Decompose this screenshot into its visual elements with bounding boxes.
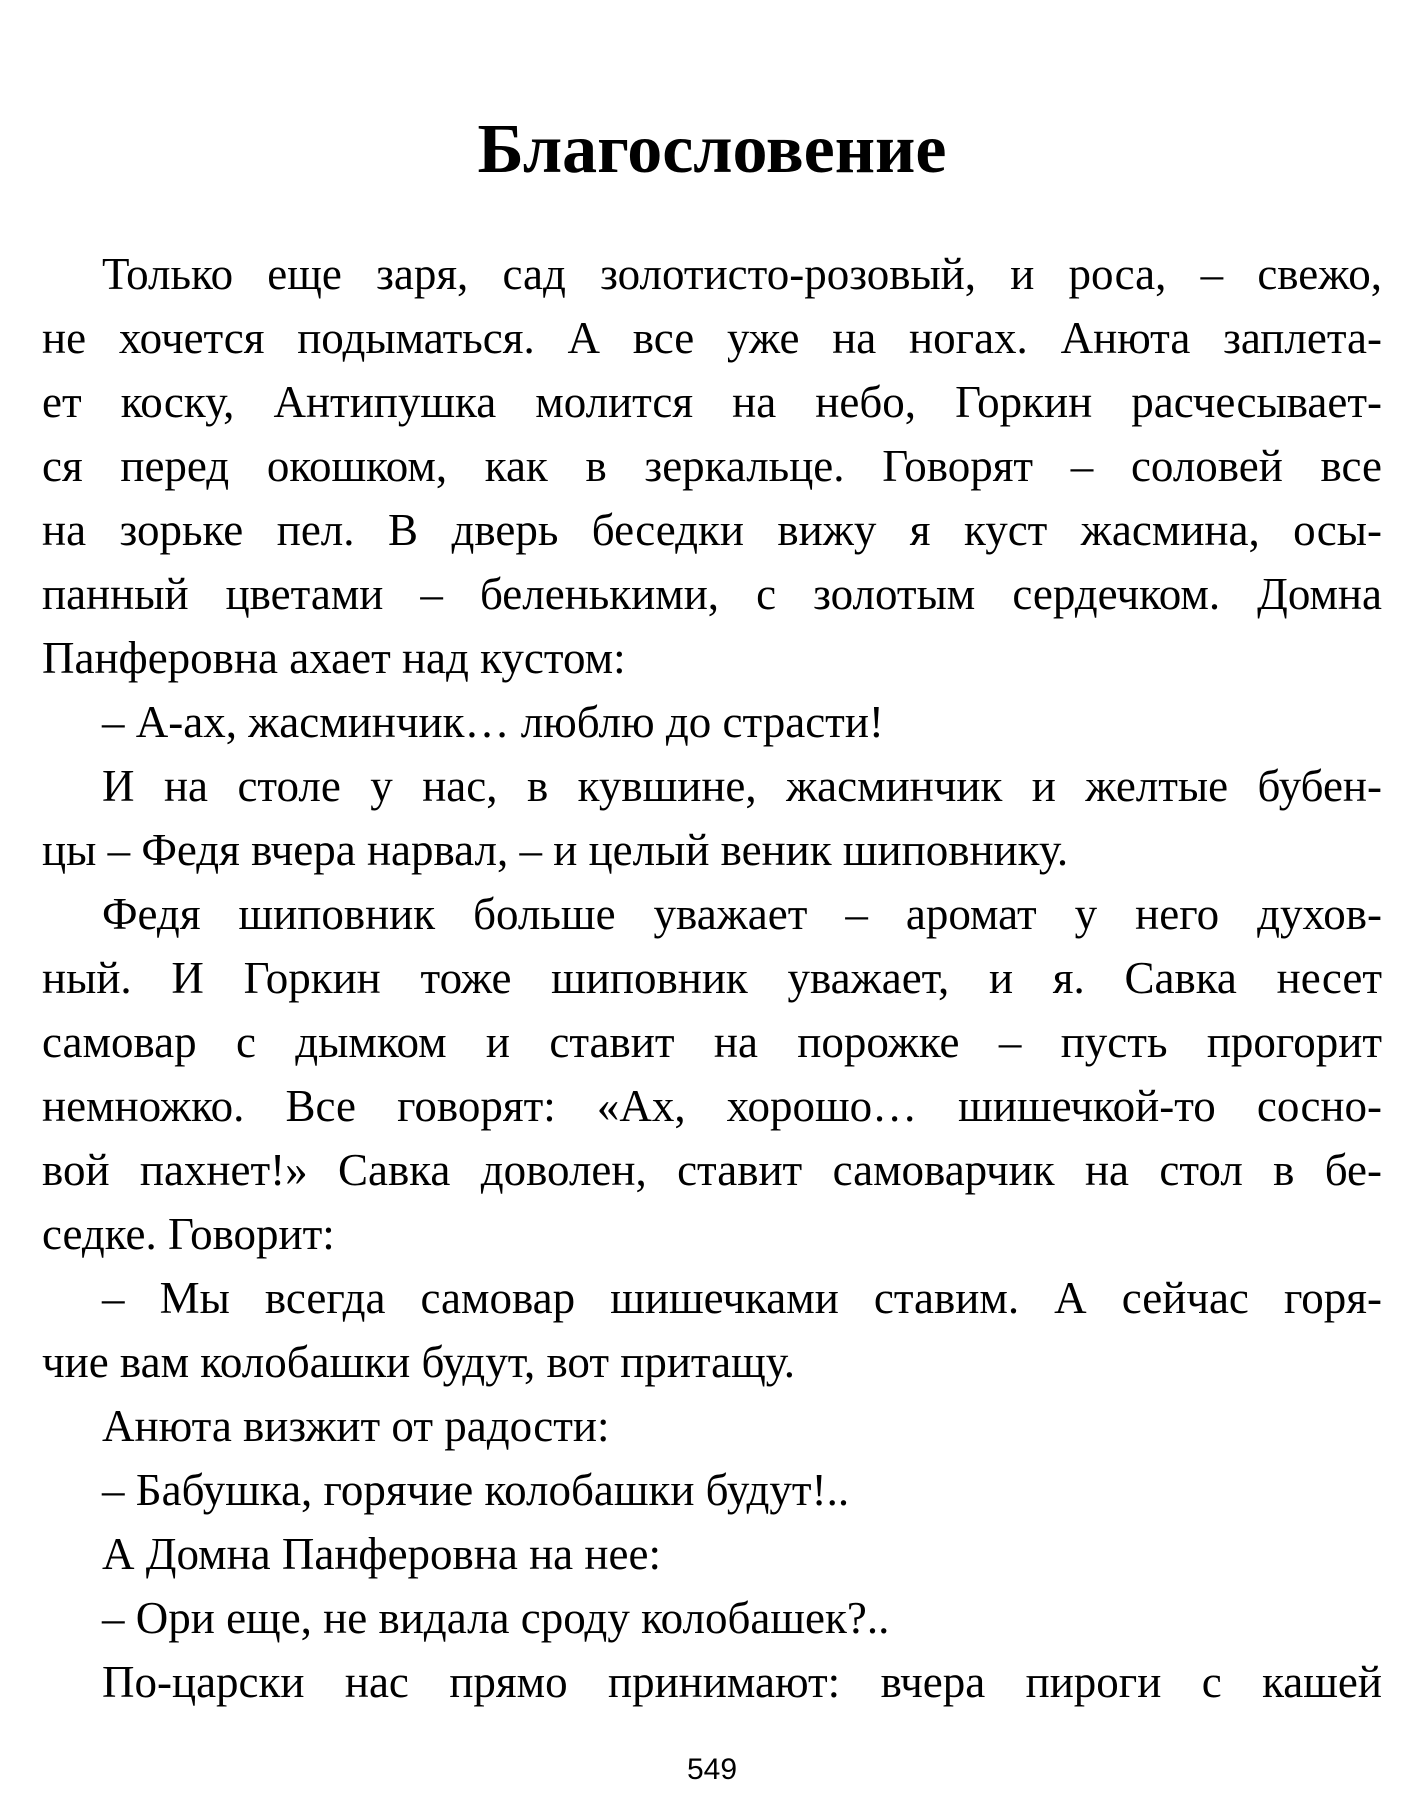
paragraph — [42, 242, 1382, 690]
text-line: ет коску, Антипушка молится на небо, Горкин расчесывает- — [42, 377, 1382, 427]
text-line: самовар с дымком и ставит на порожке – пусть прогорит — [42, 1017, 1382, 1067]
text-line: ный. И Горкин тоже шиповник уважает, и я. Савка несет — [42, 953, 1382, 1003]
text-line: По-царски нас прямо принимают: вчера пироги с кашей — [102, 1657, 1382, 1707]
text-line: Анюта визжит от радости: — [102, 1401, 610, 1451]
text-line: не хочется подыматься. А все уже на ногах. Анюта заплета- — [42, 313, 1382, 363]
text-line: И на столе у нас, в кувшине, жасминчик и желтые бубен- — [102, 761, 1382, 811]
paragraph — [42, 1458, 1382, 1522]
paragraph — [42, 1650, 1382, 1714]
text-line: Только еще заря, сад золотисто-розовый, и роса, – свежо, — [102, 249, 1382, 299]
text-line: вой пахнет!» Савка доволен, ставит самоварчик на стол в бе- — [42, 1145, 1382, 1195]
paragraph — [42, 1586, 1382, 1650]
text-line: ся перед окошком, как в зеркальце. Говорят – соловей все — [42, 441, 1382, 491]
text-line: – А-ах, жасминчик… люблю до страсти! — [102, 697, 884, 747]
paragraph — [42, 1266, 1382, 1394]
text-line: седке. Говорит: — [42, 1209, 335, 1259]
paragraph — [42, 1522, 1382, 1586]
text-line: цы – Федя вчера нарвал, – и целый веник шиповнику. — [42, 825, 1069, 875]
text-line: А Домна Панферовна на нее: — [102, 1529, 661, 1579]
text-line: Федя шиповник больше уважает – аромат у него духов- — [102, 889, 1382, 939]
paragraph — [42, 882, 1382, 1266]
chapter-title: Благословение — [477, 111, 947, 188]
text-line: – Ори еще, не видала сроду колобашек?.. — [102, 1593, 890, 1643]
text-line: – Мы всегда самовар шишечками ставим. А сейчас горя- — [102, 1273, 1382, 1323]
text-line: – Бабушка, горячие колобашки будут!.. — [102, 1465, 850, 1515]
paragraph — [42, 1394, 1382, 1458]
text-line: Панферовна ахает над кустом: — [42, 633, 626, 683]
body-text — [42, 242, 1382, 1714]
text-line: чие вам колобашки будут, вот притащу. — [42, 1337, 795, 1387]
text-line: на зорьке пел. В дверь беседки вижу я куст жасмина, осы- — [42, 505, 1382, 555]
paragraph — [42, 754, 1382, 882]
text-line: немножко. Все говорят: «Ах, хорошо… шишечкой-то сосно- — [42, 1081, 1382, 1131]
text-line: панный цветами – беленькими, с золотым сердечком. Домна — [42, 569, 1382, 619]
paragraph — [42, 690, 1382, 754]
page-number: 549 — [686, 1753, 738, 1786]
book-page — [42, 0, 1382, 1807]
